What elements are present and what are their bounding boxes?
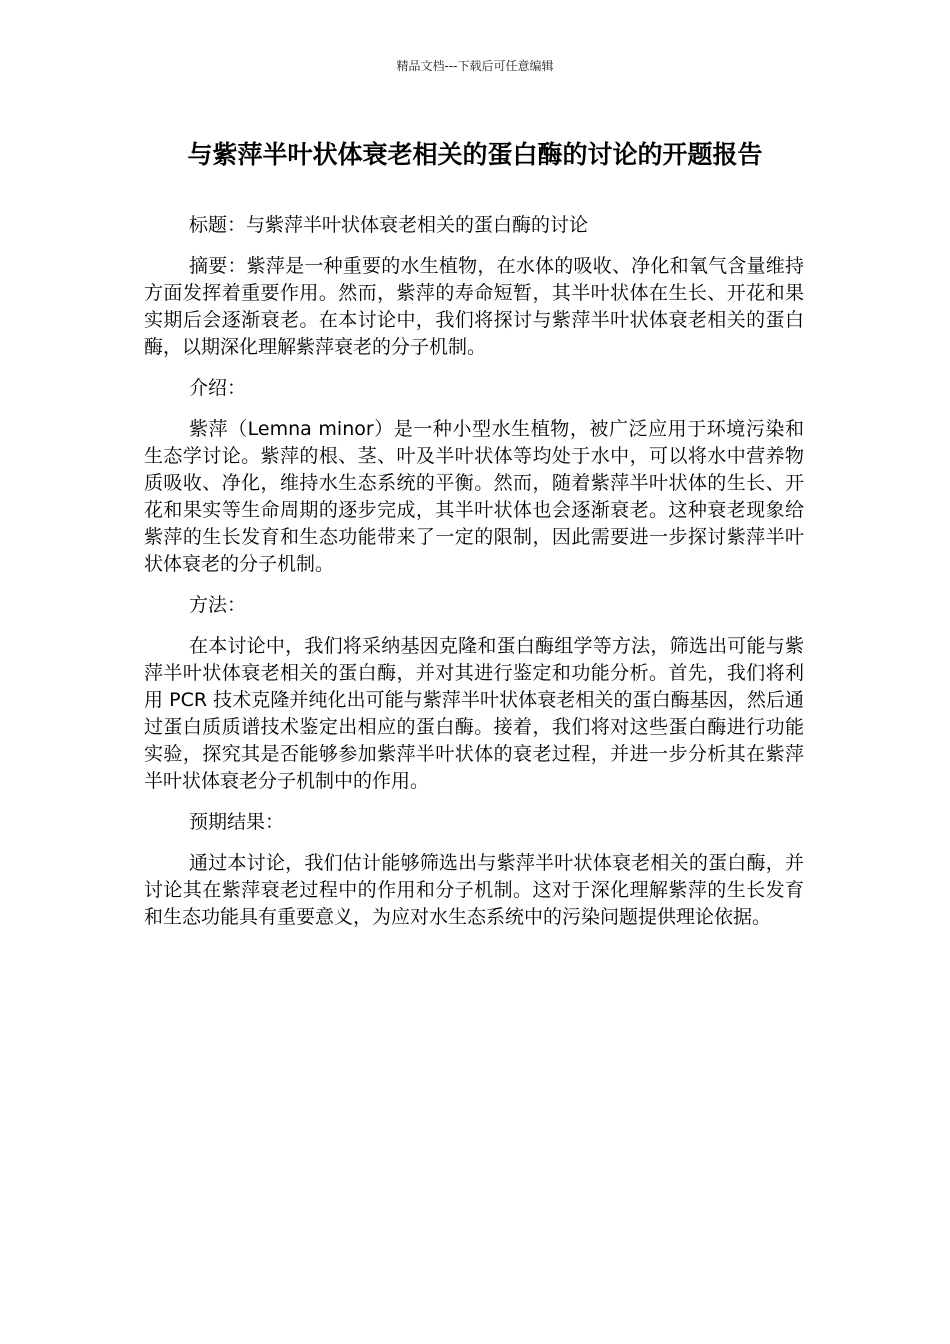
document-body — [144, 212, 804, 945]
methods-paragraph: 在本讨论中，我们将采纳基因克隆和蛋白酶组学等方法，筛选出可能与紫萍半叶状体衰老相关的蛋白酶，并对其进行鉴定和功能分析。首先，我们将利用 PCR 技术克隆并纯化出可能与紫萍半叶状体衰老相关的蛋白酶基因，然后通过蛋白质质谱技术鉴定出相应的蛋白酶。接着，我们将对这些蛋白酶进行功能实验，探究其是否能够参加紫萍半叶状体的衰老过程，并进一步分析其在紫萍半叶状体衰老分子机制中的作用。 — [144, 635, 804, 792]
header-note: 精品文档---下载后可任意编辑 — [396, 59, 554, 73]
abstract-paragraph: 摘要：紫萍是一种重要的水生植物，在水体的吸收、净化和氧气含量维持方面发挥着重要作用。然而，紫萍的寿命短暂，其半叶状体在生长、开花和果实期后会逐渐衰老。在本讨论中，我们将探讨与紫萍半叶状体衰老相关的蛋白酶，以期深化理解紫萍衰老的分子机制。 — [144, 255, 804, 358]
document-title: 与紫萍半叶状体衰老相关的蛋白酶的讨论的开题报告 — [187, 140, 763, 169]
methods-heading: 方法： — [189, 594, 247, 616]
expected-results-paragraph: 通过本讨论，我们估计能够筛选出与紫萍半叶状体衰老相关的蛋白酶，并讨论其在紫萍衰老过程中的作用和分子机制。这对于深化理解紫萍的生长发育和生态功能具有重要意义，为应对水生态系统中的污染问题提供理论依据。 — [144, 852, 804, 928]
expected-results-heading: 预期结果： — [189, 811, 285, 833]
introduction-paragraph: 紫萍（Lemna minor）是一种小型水生植物，被广泛应用于环境污染和生态学讨论。紫萍的根、茎、叶及半叶状体等均处于水中，可以将水中营养物质吸收、净化，维持水生态系统的平衡。然而，随着紫萍半叶状体的生长、开花和果实等生命周期的逐步完成，其半叶状体也会逐渐衰老。这种衰老现象给紫萍的生长发育和生态功能带来了一定的限制，因此需要进一步探讨紫萍半叶状体衰老的分子机制。 — [144, 418, 804, 575]
introduction-heading: 介绍： — [189, 377, 247, 399]
subject-line: 标题：与紫萍半叶状体衰老相关的蛋白酶的讨论 — [189, 214, 589, 236]
